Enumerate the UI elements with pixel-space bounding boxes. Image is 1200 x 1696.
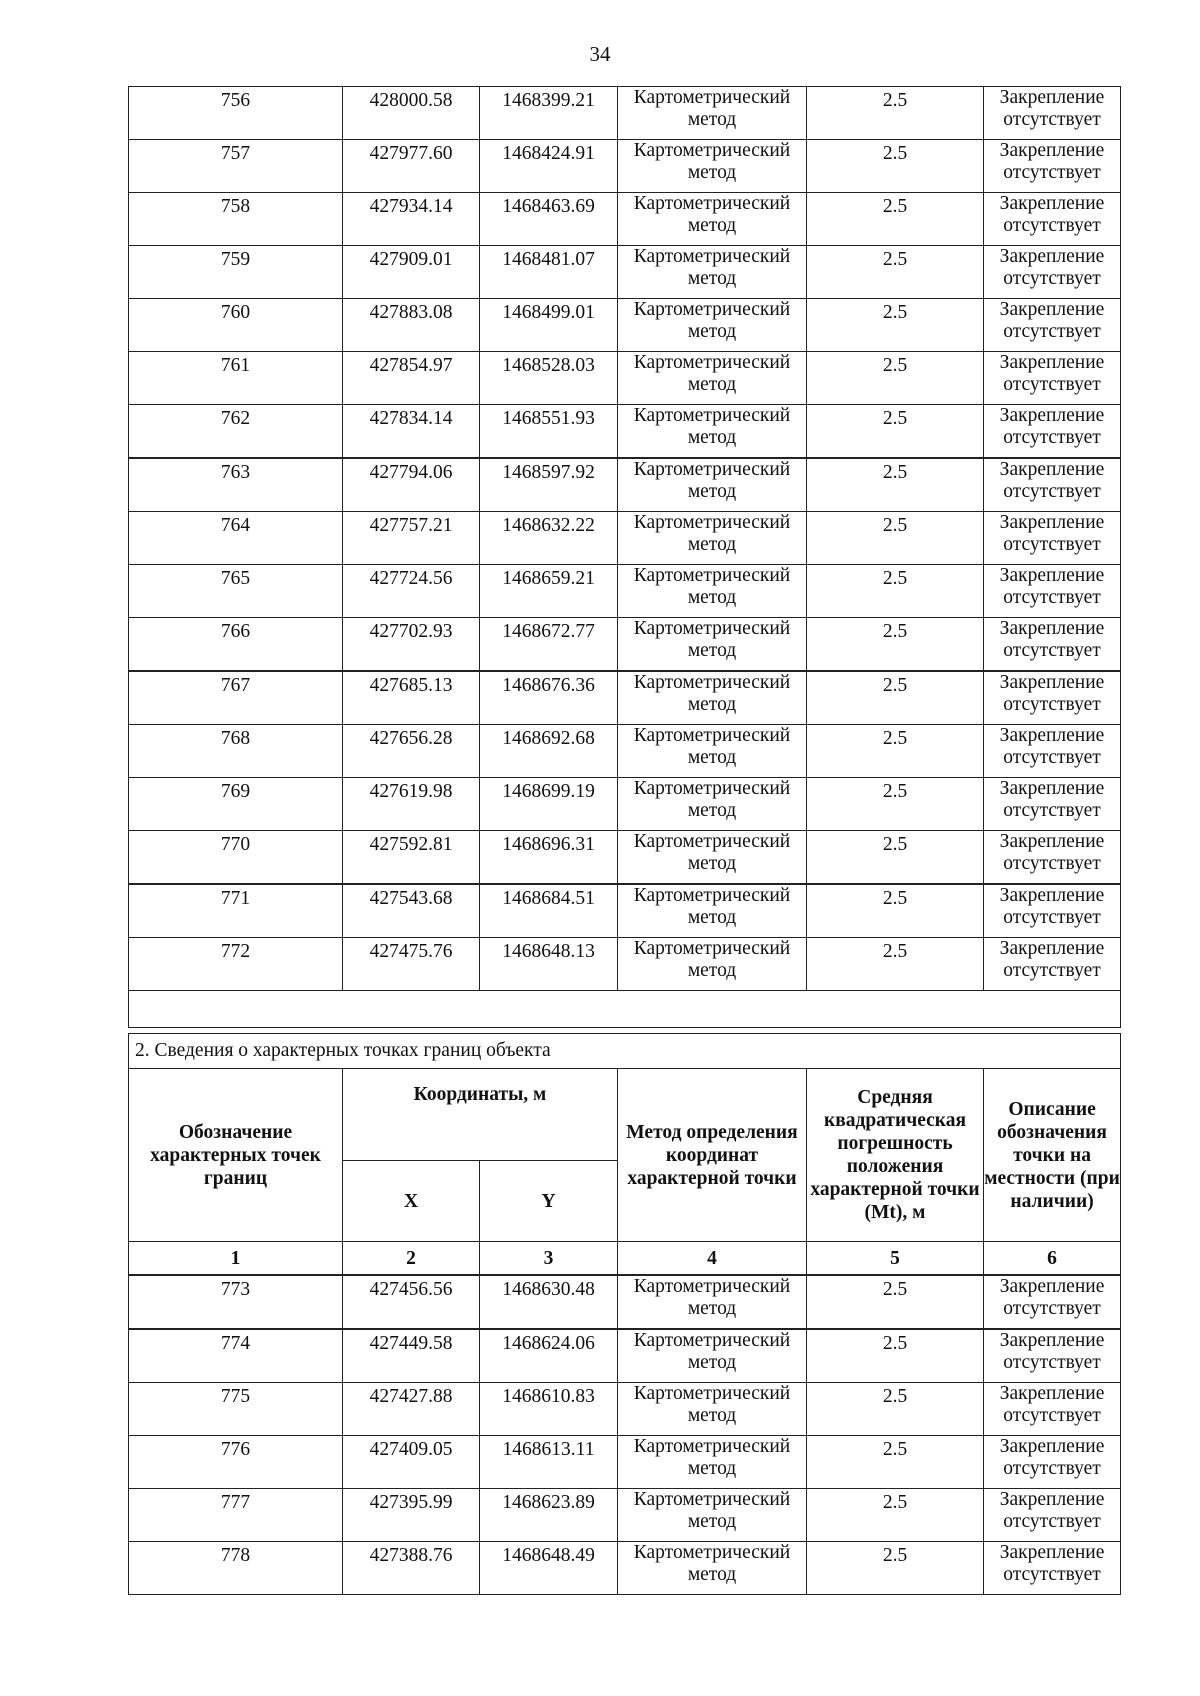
method-line: метод — [687, 1352, 737, 1373]
coord-y: 1468692.68 — [480, 725, 618, 778]
point-id: 774 — [129, 1329, 343, 1383]
method-line: метод — [687, 481, 737, 502]
table-row — [129, 140, 1121, 193]
point-id: 772 — [129, 938, 343, 991]
method-line: Картометрический — [633, 1330, 791, 1351]
description-line: Закрепление — [999, 193, 1105, 214]
coord-x: 427702.93 — [343, 618, 480, 672]
table-row — [129, 512, 1121, 565]
coord-x: 428000.58 — [343, 87, 480, 140]
description-cell — [984, 671, 1121, 725]
header-x: X — [343, 1161, 480, 1242]
accuracy-mt: 2.5 — [807, 778, 984, 831]
method-line: Картометрический — [633, 1489, 791, 1510]
method-line: метод — [687, 162, 737, 183]
point-id: 761 — [129, 352, 343, 405]
method-line: Картометрический — [633, 1276, 791, 1297]
method-cell — [618, 87, 807, 140]
method-line: Картометрический — [633, 1383, 791, 1404]
description-line: отсутствует — [1003, 907, 1101, 928]
point-id: 760 — [129, 299, 343, 352]
description-line: Закрепление — [999, 87, 1105, 108]
method-cell — [618, 831, 807, 885]
coord-x: 427619.98 — [343, 778, 480, 831]
accuracy-mt: 2.5 — [807, 140, 984, 193]
accuracy-mt: 2.5 — [807, 938, 984, 991]
method-cell — [618, 938, 807, 991]
coord-y: 1468613.11 — [480, 1436, 618, 1489]
accuracy-mt: 2.5 — [807, 352, 984, 405]
coord-x: 427685.13 — [343, 671, 480, 725]
method-line: Картометрический — [633, 565, 791, 586]
method-cell — [618, 193, 807, 246]
method-line: метод — [687, 907, 737, 928]
coord-y: 1468696.31 — [480, 831, 618, 885]
accuracy-mt: 2.5 — [807, 1329, 984, 1383]
coord-x: 427427.88 — [343, 1383, 480, 1436]
table-row — [129, 671, 1121, 725]
method-line: Картометрический — [633, 512, 791, 533]
accuracy-mt: 2.5 — [807, 1489, 984, 1542]
method-cell — [618, 140, 807, 193]
point-id: 777 — [129, 1489, 343, 1542]
coord-y: 1468672.77 — [480, 618, 618, 672]
coord-x: 427543.68 — [343, 884, 480, 938]
description-cell — [984, 352, 1121, 405]
method-line: метод — [687, 374, 737, 395]
accuracy-mt: 2.5 — [807, 831, 984, 885]
header-y: Y — [480, 1161, 618, 1242]
description-line: отсутствует — [1003, 162, 1101, 183]
description-cell — [984, 299, 1121, 352]
table-row — [129, 352, 1121, 405]
description-cell — [984, 618, 1121, 672]
description-line: Закрепление — [999, 725, 1105, 746]
table-row — [129, 725, 1121, 778]
coord-y: 1468463.69 — [480, 193, 618, 246]
description-line: отсутствует — [1003, 481, 1101, 502]
description-cell — [984, 1329, 1121, 1383]
description-cell — [984, 565, 1121, 618]
table-row — [129, 1489, 1121, 1542]
method-line: метод — [687, 268, 737, 289]
point-id: 769 — [129, 778, 343, 831]
point-id: 762 — [129, 405, 343, 459]
coord-y: 1468632.22 — [480, 512, 618, 565]
coord-x: 427475.76 — [343, 938, 480, 991]
point-id: 763 — [129, 458, 343, 512]
coord-x: 427794.06 — [343, 458, 480, 512]
accuracy-mt: 2.5 — [807, 405, 984, 459]
method-line: метод — [687, 587, 737, 608]
method-line: метод — [687, 800, 737, 821]
coord-x: 427456.56 — [343, 1275, 480, 1329]
accuracy-mt: 2.5 — [807, 512, 984, 565]
coord-y: 1468630.48 — [480, 1275, 618, 1329]
coord-x: 427883.08 — [343, 299, 480, 352]
empty-cell — [129, 991, 1121, 1028]
point-id: 766 — [129, 618, 343, 672]
description-cell — [984, 938, 1121, 991]
point-id: 778 — [129, 1542, 343, 1595]
header-point-designation: Обозначение характерных точек границ — [129, 1069, 343, 1242]
method-line: Картометрический — [633, 672, 791, 693]
description-line: Закрепление — [999, 512, 1105, 533]
point-id: 764 — [129, 512, 343, 565]
description-cell — [984, 512, 1121, 565]
description-cell — [984, 193, 1121, 246]
description-cell — [984, 884, 1121, 938]
description-line: отсутствует — [1003, 800, 1101, 821]
table-row — [129, 565, 1121, 618]
description-line: отсутствует — [1003, 1298, 1101, 1319]
description-line: отсутствует — [1003, 534, 1101, 555]
description-line: отсутствует — [1003, 587, 1101, 608]
method-cell — [618, 1436, 807, 1489]
method-cell — [618, 884, 807, 938]
method-line: метод — [687, 694, 737, 715]
description-line: Закрепление — [999, 1489, 1105, 1510]
table-row — [129, 831, 1121, 885]
accuracy-mt: 2.5 — [807, 193, 984, 246]
point-id: 757 — [129, 140, 343, 193]
coord-y: 1468699.19 — [480, 778, 618, 831]
empty-row — [129, 991, 1121, 1028]
description-cell — [984, 1275, 1121, 1329]
description-line: Закрепление — [999, 1436, 1105, 1457]
header-method: Метод определения координат характерной точки — [618, 1069, 807, 1242]
method-line: Картометрический — [633, 352, 791, 373]
point-id: 768 — [129, 725, 343, 778]
description-line: Закрепление — [999, 1276, 1105, 1297]
description-line: отсутствует — [1003, 1564, 1101, 1585]
accuracy-mt: 2.5 — [807, 87, 984, 140]
description-line: Закрепление — [999, 938, 1105, 959]
accuracy-mt: 2.5 — [807, 725, 984, 778]
accuracy-mt: 2.5 — [807, 671, 984, 725]
table-row — [129, 618, 1121, 672]
description-line: Закрепление — [999, 246, 1105, 267]
description-cell — [984, 1436, 1121, 1489]
coord-y: 1468648.13 — [480, 938, 618, 991]
method-cell — [618, 1542, 807, 1595]
description-line: отсутствует — [1003, 1511, 1101, 1532]
description-line: Закрепление — [999, 1330, 1105, 1351]
method-cell — [618, 671, 807, 725]
description-cell — [984, 405, 1121, 459]
coord-y: 1468481.07 — [480, 246, 618, 299]
description-line: Закрепление — [999, 778, 1105, 799]
method-line: Картометрический — [633, 618, 791, 639]
table-row — [129, 458, 1121, 512]
header-accuracy: Средняя квадратическая погрешность положения характерной точки (Mt), м — [807, 1069, 984, 1242]
coord-x: 427977.60 — [343, 140, 480, 193]
accuracy-mt: 2.5 — [807, 299, 984, 352]
point-id: 776 — [129, 1436, 343, 1489]
accuracy-mt: 2.5 — [807, 618, 984, 672]
method-line: метод — [687, 1458, 737, 1479]
table-row — [129, 193, 1121, 246]
table-row — [129, 1436, 1121, 1489]
method-line: метод — [687, 640, 737, 661]
coord-x: 427909.01 — [343, 246, 480, 299]
point-id: 775 — [129, 1383, 343, 1436]
coord-x: 427834.14 — [343, 405, 480, 459]
method-line: метод — [687, 1298, 737, 1319]
method-line: Картометрический — [633, 193, 791, 214]
coord-x: 427724.56 — [343, 565, 480, 618]
method-cell — [618, 1329, 807, 1383]
method-line: Картометрический — [633, 725, 791, 746]
point-id: 771 — [129, 884, 343, 938]
method-line: Картометрический — [633, 1542, 791, 1563]
method-line: Картометрический — [633, 938, 791, 959]
table-row — [129, 1275, 1121, 1329]
accuracy-mt: 2.5 — [807, 458, 984, 512]
description-cell — [984, 246, 1121, 299]
method-line: метод — [687, 1564, 737, 1585]
point-id: 758 — [129, 193, 343, 246]
method-cell — [618, 458, 807, 512]
method-line: Картометрический — [633, 459, 791, 480]
header-description: Описание обозначения точки на местности (при наличии) — [984, 1069, 1121, 1242]
method-cell — [618, 725, 807, 778]
description-cell — [984, 140, 1121, 193]
table-row — [129, 938, 1121, 991]
characteristic-points-table — [128, 1033, 1121, 1595]
description-line: отсутствует — [1003, 694, 1101, 715]
table-row — [129, 778, 1121, 831]
coord-y: 1468624.06 — [480, 1329, 618, 1383]
description-line: отсутствует — [1003, 640, 1101, 661]
description-line: отсутствует — [1003, 853, 1101, 874]
coord-x: 427395.99 — [343, 1489, 480, 1542]
method-cell — [618, 1383, 807, 1436]
method-cell — [618, 778, 807, 831]
description-line: отсутствует — [1003, 268, 1101, 289]
description-line: Закрепление — [999, 405, 1105, 426]
method-cell — [618, 618, 807, 672]
method-line: метод — [687, 534, 737, 555]
coord-x: 427449.58 — [343, 1329, 480, 1383]
table-row — [129, 1383, 1121, 1436]
method-line: Картометрический — [633, 246, 791, 267]
description-line: Закрепление — [999, 1542, 1105, 1563]
method-cell — [618, 405, 807, 459]
description-line: отсутствует — [1003, 960, 1101, 981]
coord-x: 427757.21 — [343, 512, 480, 565]
description-cell — [984, 831, 1121, 885]
table-row — [129, 299, 1121, 352]
coord-x: 427388.76 — [343, 1542, 480, 1595]
description-line: Закрепление — [999, 565, 1105, 586]
accuracy-mt: 2.5 — [807, 1383, 984, 1436]
column-number: 2 — [343, 1242, 480, 1276]
method-line: метод — [687, 747, 737, 768]
coord-y: 1468551.93 — [480, 405, 618, 459]
method-line: Картометрический — [633, 778, 791, 799]
accuracy-mt: 2.5 — [807, 246, 984, 299]
method-cell — [618, 512, 807, 565]
coord-x: 427592.81 — [343, 831, 480, 885]
column-number: 5 — [807, 1242, 984, 1276]
description-cell — [984, 725, 1121, 778]
method-line: метод — [687, 1511, 737, 1532]
coord-y: 1468424.91 — [480, 140, 618, 193]
description-cell — [984, 458, 1121, 512]
description-cell — [984, 1383, 1121, 1436]
page-number: 34 — [589, 42, 611, 66]
description-cell — [984, 1489, 1121, 1542]
method-line: метод — [687, 109, 737, 130]
coord-y: 1468659.21 — [480, 565, 618, 618]
table-row — [129, 1329, 1121, 1383]
description-line: отсутствует — [1003, 374, 1101, 395]
column-number: 6 — [984, 1242, 1121, 1276]
coord-y: 1468676.36 — [480, 671, 618, 725]
coord-y: 1468684.51 — [480, 884, 618, 938]
description-line: Закрепление — [999, 1383, 1105, 1404]
description-line: отсутствует — [1003, 427, 1101, 448]
description-cell — [984, 778, 1121, 831]
method-line: Картометрический — [633, 405, 791, 426]
description-line: Закрепление — [999, 299, 1105, 320]
column-number: 4 — [618, 1242, 807, 1276]
description-line: отсутствует — [1003, 747, 1101, 768]
method-cell — [618, 299, 807, 352]
coordinates-table-continued — [128, 86, 1121, 1028]
coord-x: 427409.05 — [343, 1436, 480, 1489]
table-row — [129, 884, 1121, 938]
header-coordinates: Координаты, м — [343, 1069, 618, 1161]
method-cell — [618, 565, 807, 618]
coord-y: 1468528.03 — [480, 352, 618, 405]
column-number: 1 — [129, 1242, 343, 1276]
description-line: Закрепление — [999, 831, 1105, 852]
description-line: отсутствует — [1003, 109, 1101, 130]
table-caption: 2. Сведения о характерных точках границ объекта — [129, 1034, 1121, 1069]
coord-x: 427854.97 — [343, 352, 480, 405]
accuracy-mt: 2.5 — [807, 1542, 984, 1595]
description-line: Закрепление — [999, 140, 1105, 161]
table-row — [129, 1542, 1121, 1595]
description-line: отсутствует — [1003, 215, 1101, 236]
table-row — [129, 87, 1121, 140]
description-line: Закрепление — [999, 618, 1105, 639]
description-cell — [984, 1542, 1121, 1595]
method-line: метод — [687, 853, 737, 874]
point-id: 756 — [129, 87, 343, 140]
description-line: Закрепление — [999, 352, 1105, 373]
description-cell — [984, 87, 1121, 140]
accuracy-mt: 2.5 — [807, 884, 984, 938]
method-line: Картометрический — [633, 1436, 791, 1457]
accuracy-mt: 2.5 — [807, 1436, 984, 1489]
method-line: метод — [687, 1405, 737, 1426]
method-line: Картометрический — [633, 140, 791, 161]
description-line: Закрепление — [999, 885, 1105, 906]
point-id: 767 — [129, 671, 343, 725]
method-cell — [618, 352, 807, 405]
coord-x: 427656.28 — [343, 725, 480, 778]
table-row — [129, 405, 1121, 459]
column-number: 3 — [480, 1242, 618, 1276]
method-line: Картометрический — [633, 831, 791, 852]
point-id: 770 — [129, 831, 343, 885]
coord-y: 1468499.01 — [480, 299, 618, 352]
coord-y: 1468399.21 — [480, 87, 618, 140]
accuracy-mt: 2.5 — [807, 565, 984, 618]
point-id: 773 — [129, 1275, 343, 1329]
method-cell — [618, 1275, 807, 1329]
description-line: Закрепление — [999, 672, 1105, 693]
method-line: метод — [687, 960, 737, 981]
method-cell — [618, 1489, 807, 1542]
method-line: Картометрический — [633, 87, 791, 108]
method-line: Картометрический — [633, 885, 791, 906]
method-line: Картометрический — [633, 299, 791, 320]
method-line: метод — [687, 427, 737, 448]
coord-y: 1468597.92 — [480, 458, 618, 512]
description-line: отсутствует — [1003, 1352, 1101, 1373]
point-id: 759 — [129, 246, 343, 299]
description-line: отсутствует — [1003, 1458, 1101, 1479]
method-line: метод — [687, 215, 737, 236]
description-line: Закрепление — [999, 459, 1105, 480]
method-line: метод — [687, 321, 737, 342]
method-cell — [618, 246, 807, 299]
point-id: 765 — [129, 565, 343, 618]
description-line: отсутствует — [1003, 1405, 1101, 1426]
coord-x: 427934.14 — [343, 193, 480, 246]
coord-y: 1468648.49 — [480, 1542, 618, 1595]
description-line: отсутствует — [1003, 321, 1101, 342]
table-row — [129, 246, 1121, 299]
coord-y: 1468623.89 — [480, 1489, 618, 1542]
accuracy-mt: 2.5 — [807, 1275, 984, 1329]
coord-y: 1468610.83 — [480, 1383, 618, 1436]
